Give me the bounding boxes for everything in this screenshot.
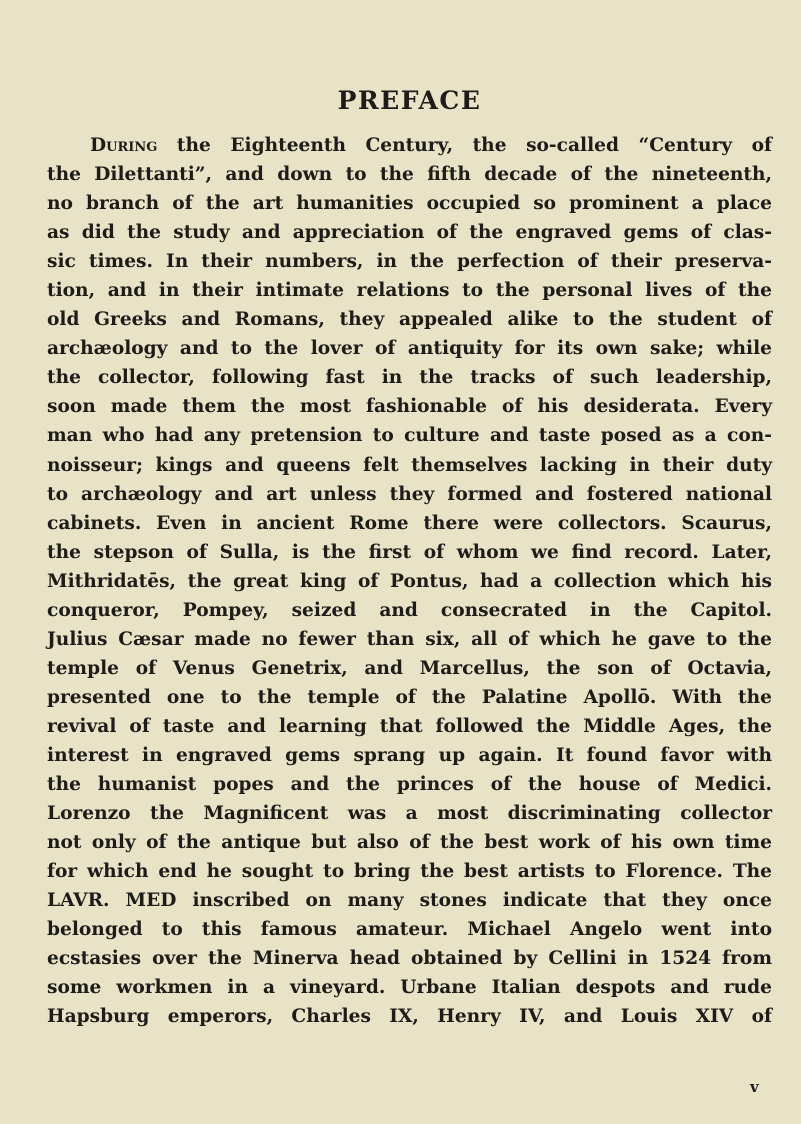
text-line: some workmen in a vineyard. Urbane Italian despots and rude (47, 977, 772, 999)
text-line: Julius Cæsar made no fewer than six, all of which he gave to the (47, 628, 772, 650)
text-line: Lorenzo the Magnificent was a most discriminating collector (47, 803, 772, 825)
text-line: Mithridatēs, the great king of Pontus, had a collection which his (47, 570, 772, 592)
text-line: sic times. In their numbers, in the perfection of their preserva- (47, 251, 772, 273)
text-line: revival of taste and learning that followed the Middle Ages, the (47, 715, 772, 737)
text-line: LAVR. MED inscribed on many stones indicate that they once (47, 890, 772, 912)
text-line (47, 131, 772, 160)
page-heading: PREFACE (337, 86, 482, 115)
text-line: for which end he sought to bring the best artists to Florence. The (47, 861, 772, 883)
text-line-rest: the Eighteenth Century, the so-called “Century of (157, 135, 772, 156)
text-line: old Greeks and Romans, they appealed alike to the student of (47, 309, 772, 331)
text-line: cabinets. Even in ancient Rome there were collectors. Scaurus, (47, 512, 772, 534)
text-line: presented one to the temple of the Palatine Apollō. With the (47, 686, 772, 708)
text-line: Hapsburg emperors, Charles IX, Henry IV, and Louis XIV of (47, 1006, 772, 1028)
text-line: tion, and in their intimate relations to the personal lives of the (47, 280, 772, 302)
text-line: the Dilettanti”, and down to the fifth decade of the nineteenth, (47, 164, 772, 186)
text-line: ecstasies over the Minerva head obtained by Cellini in 1524 from (47, 948, 772, 970)
text-line: not only of the antique but also of the best work of his own time (47, 832, 772, 854)
preface-paragraph (47, 131, 772, 1031)
text-line: soon made them the most fashionable of his desiderata. Every (47, 396, 772, 418)
page-number: v (750, 1078, 759, 1096)
text-line: conqueror, Pompey, seized and consecrated in the Capitol. (47, 599, 772, 621)
text-line: temple of Venus Genetrix, and Marcellus, the son of Octavia, (47, 657, 772, 679)
text-line: as did the study and appreciation of the engraved gems of clas- (47, 222, 772, 244)
text-line: interest in engraved gems sprang up again. It found favor with (47, 744, 772, 766)
text-line: no branch of the art humanities occupied so prominent a place (47, 193, 772, 215)
text-line: belonged to this famous amateur. Michael Angelo went into (47, 919, 772, 941)
text-line: archæology and to the lover of antiquity for its own sake; while (47, 338, 772, 360)
text-line: to archæology and art unless they formed and fostered national (47, 483, 772, 505)
text-line: the stepson of Sulla, is the first of whom we find record. Later, (47, 541, 772, 563)
text-line: man who had any pretension to culture and taste posed as a con- (47, 425, 772, 447)
drop-word: During (90, 135, 158, 156)
text-line: the humanist popes and the princes of the house of Medici. (47, 774, 772, 796)
text-line: the collector, following fast in the tracks of such leadership, (47, 367, 772, 389)
text-line: noisseur; kings and queens felt themselves lacking in their duty (47, 454, 772, 476)
